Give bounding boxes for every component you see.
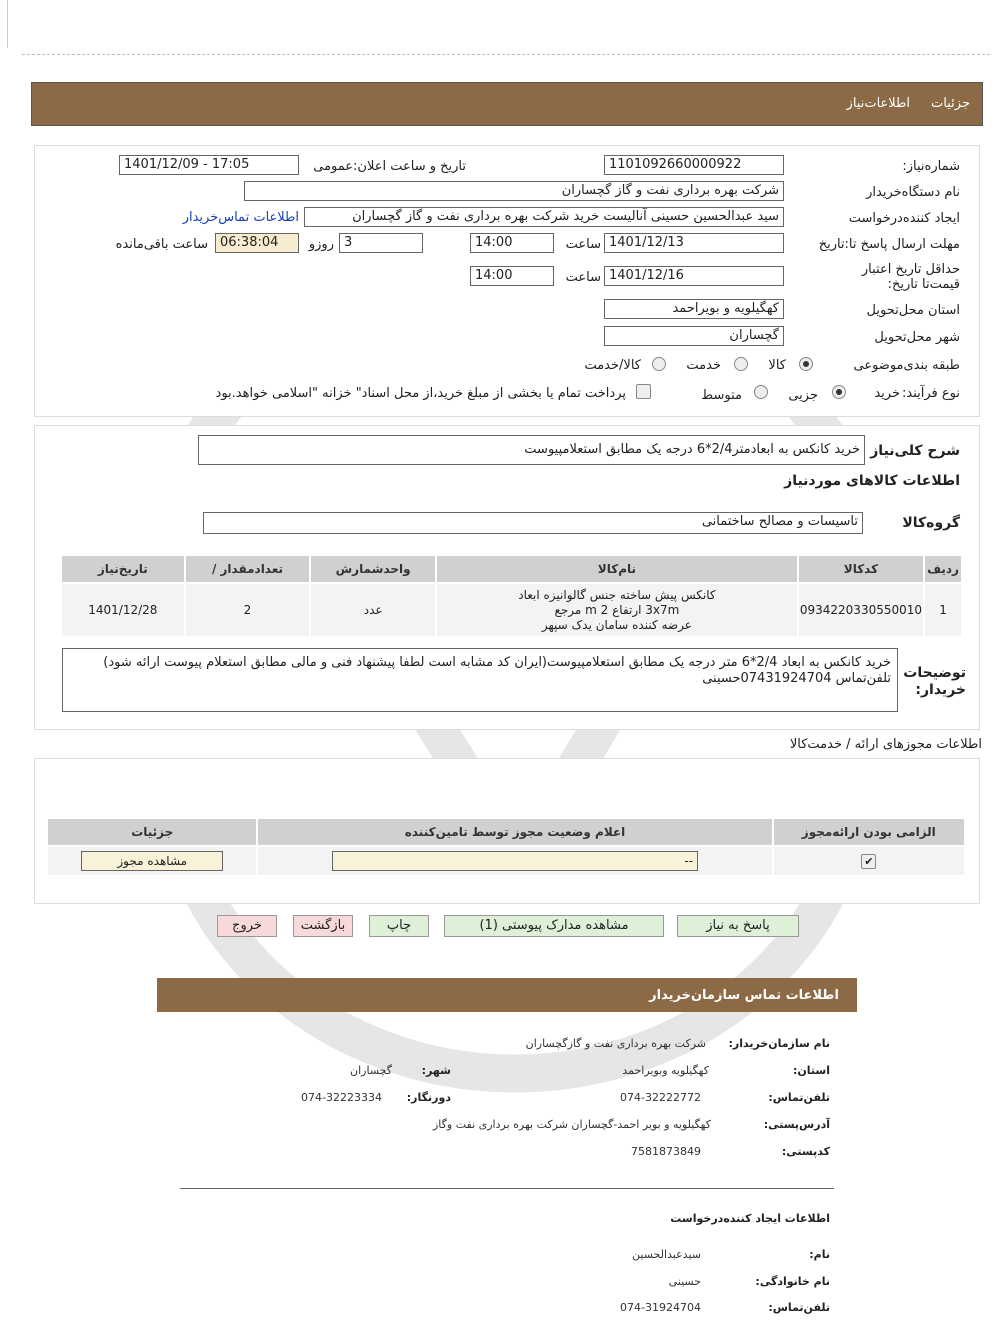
buyer-notes-phone: تلفن‌تماس 07431924704حسینی [702,671,891,686]
buyer-notes-box [62,648,898,712]
goods-row-date: 1401/12/28 [62,584,184,636]
reply-time-field: 14:00 [470,233,554,253]
print-button[interactable]: چاپ [369,915,429,937]
buyer-field: شرکت بهره برداری نفت و گاز گچساران [244,181,784,201]
reply-date-field: 1401/12/13 [604,233,784,253]
org-address-label: آدرس‌پستی: [763,1118,830,1131]
goods-group-field: تاسیسات و مصالح ساختمانی [203,512,863,534]
org-address-value: کهگیلویه و بویر احمد-گچساران شرکت بهره برداری نفت وگاز [433,1118,711,1131]
table-row [48,847,964,875]
days-label: روزو [308,237,334,252]
category-label: طبقه بندی‌موضوعی [853,358,960,373]
top-divider [22,54,990,55]
province-label: استان محل‌تحویل [866,303,960,318]
org-city-label: شهر: [421,1064,451,1077]
city-label: شهر محل‌تحویل [874,330,960,345]
category-both-radio[interactable] [652,357,666,371]
process-partial-text: جزیی [788,388,818,403]
license-status-cell [258,847,771,875]
left-edge-line [7,0,8,48]
announce-label: تاریخ و ساعت اعلان:عمومی [313,159,466,174]
licenses-table [46,817,966,877]
remaining-label: ساعت باقی‌مانده [115,237,208,252]
license-col-details: جزئیات [48,819,256,845]
license-required-checkbox[interactable]: ✔ [861,854,876,869]
tab-need-info[interactable]: اطلاعات‌نیاز [846,96,910,111]
header-bar [31,82,983,126]
license-details-cell [48,847,256,875]
goods-col-qty: تعداد‌مقدار / [186,556,310,582]
process-medium-text: متوسط [701,388,742,403]
goods-col-date: تاریخ‌نیاز [62,556,184,582]
days-field: 3 [339,233,423,253]
province-field: کهگیلویه و بویراحمد [604,299,784,319]
org-fax-value: 074-32223334 [301,1091,382,1104]
buyer-notes-label: توضیحات خریدار: [903,665,966,698]
creator-field: سید عبدالحسین حسینی آنالیست خرید شرکت بهره برداری نفت و گاز گچساران [304,207,784,227]
treasury-payment-note: پرداخت تمام یا بخشی از مبلغ خرید،از محل اسناد" خزانه "اسلامی خواهد.بود [215,386,626,401]
summary-title-label: شرح کلی‌نیاز [870,443,960,459]
goods-row-qty: 2 [186,584,310,636]
goods-row-name-line1: کانکس پیش ساخته جنس گالوانیزه ابعاد [518,587,716,602]
requester-phone-label: تلفن‌تماس: [768,1301,830,1314]
validity-label: حداقل تاریخ اعتبار قیمت‌تا تاریخ: [861,262,960,292]
goods-row-name-line2: 3x7m ارتفاع 2 m مرجع [554,602,680,617]
category-service-radio[interactable] [734,357,748,371]
org-phone-label: تلفن‌تماس: [768,1091,830,1104]
treasury-payment-checkbox[interactable] [636,384,651,399]
org-postal-label: کدپستی: [781,1145,830,1158]
reply-deadline-label: مهلت ارسال پاسخ تا:تاریخ [818,237,960,252]
category-goods-text: کالا [768,358,786,373]
reply-button[interactable]: پاسخ به نیاز [677,915,799,937]
validity-time-field: 14:00 [470,266,554,286]
org-name-label: نام سازمان‌خریدار: [728,1037,830,1050]
view-license-button[interactable]: مشاهده مجوز [81,851,223,871]
requester-family-value: حسینی [668,1275,701,1288]
tab-details[interactable]: جزئیات [931,96,970,111]
license-required-cell [774,847,964,875]
announce-date-field: 1401/12/09 - 17:05 [119,155,299,175]
process-partial-radio[interactable] [832,385,846,399]
creator-label: ایجاد کننده‌درخواست [848,211,960,226]
org-province-value: کهگیلویه وبویراحمد [622,1064,709,1077]
org-phone-value: 074-32222772 [620,1091,701,1104]
summary-title-field: خرید کانکس به ابعادمتر2/4*6 درجه یک مطابق استعلامپیوست [198,435,865,465]
requester-phone-value: 074-31924704 [620,1301,701,1314]
buyer-contact-link[interactable]: اطلاعات تماس‌خریدار [182,210,299,225]
goods-group-label: گروه‌کالا [902,515,960,531]
back-button[interactable]: بازگشت [293,915,353,937]
org-name-value: شرکت بهره برداری نفت و گازگچساران [525,1037,706,1050]
goods-row-name-line3: عرضه کننده سامان یدک سپهر [541,617,692,632]
goods-col-index: ردیف [925,556,961,582]
goods-row-unit: عدد [311,584,435,636]
org-province-label: استان: [793,1064,830,1077]
license-status-field: -- [332,851,698,871]
licenses-title: اطلاعات مجوزهای ارائه‌ / خدمت‌کالا [789,737,982,752]
goods-col-code: کدکالا [799,556,923,582]
city-field: گچساران [604,326,784,346]
org-contact-bar [157,978,857,1012]
org-fax-label: دورنگار: [406,1091,451,1104]
goods-table [60,554,963,638]
validity-time-label: ساعت [565,270,601,285]
requester-title: اطلاعات ایجاد کننده‌درخواست [670,1212,830,1225]
exit-button[interactable]: خروج [217,915,277,937]
validity-date-field: 1401/12/16 [604,266,784,286]
buyer-label: نام دستگاه‌خریدار [866,185,960,200]
goods-row-code: 0934220330550010 [799,584,923,636]
table-row [62,584,961,636]
goods-col-name: نام‌کالا [437,556,797,582]
need-number-label: شماره‌نیاز: [902,159,960,174]
process-label: نوع فرآیند: [902,386,960,401]
goods-info-label: اطلاعات کالاهای موردنیاز [784,473,960,489]
buyer-notes-text: خرید کانکس به ابعاد 2/4*6 متر درجه یک مطابق استعلامپیوست(ایران کد مشابه است لطفا پیشنهاد فنی و مالی مطابق استعلام پیوست ارائه شود) [103,655,891,670]
category-service-text: خدمت [686,358,721,373]
license-col-required: الزامی بودن ارائه‌مجوز [774,819,964,845]
org-contact-title: اطلاعات تماس سازمان‌خریدار [649,988,839,1003]
requester-family-label: نام خانوادگی: [755,1275,830,1288]
need-number-field: 1101092660000922 [604,155,784,175]
remaining-time-field: 06:38:04 [215,233,299,253]
process-medium-radio[interactable] [754,385,768,399]
goods-col-unit: واحدشمارش [311,556,435,582]
contact-divider [180,1188,834,1189]
license-col-status: اعلام وضعیت مجوز توسط تامین‌کننده [258,819,771,845]
category-goods-radio[interactable] [799,357,813,371]
process-buy-text: خرید [874,386,900,401]
category-both-text: کالا/خدمت [584,358,641,373]
reply-time-label: ساعت [565,237,601,252]
goods-row-name [437,584,797,636]
org-city-value: گچساران [350,1064,392,1077]
requester-name-label: نام: [809,1248,830,1261]
goods-row-index: 1 [925,584,961,636]
attachments-button[interactable]: مشاهده مدارک پیوستی (1) [444,915,664,937]
org-postal-value: 7581873849 [631,1145,701,1158]
requester-name-value: سیدعبدالحسین [632,1248,701,1261]
